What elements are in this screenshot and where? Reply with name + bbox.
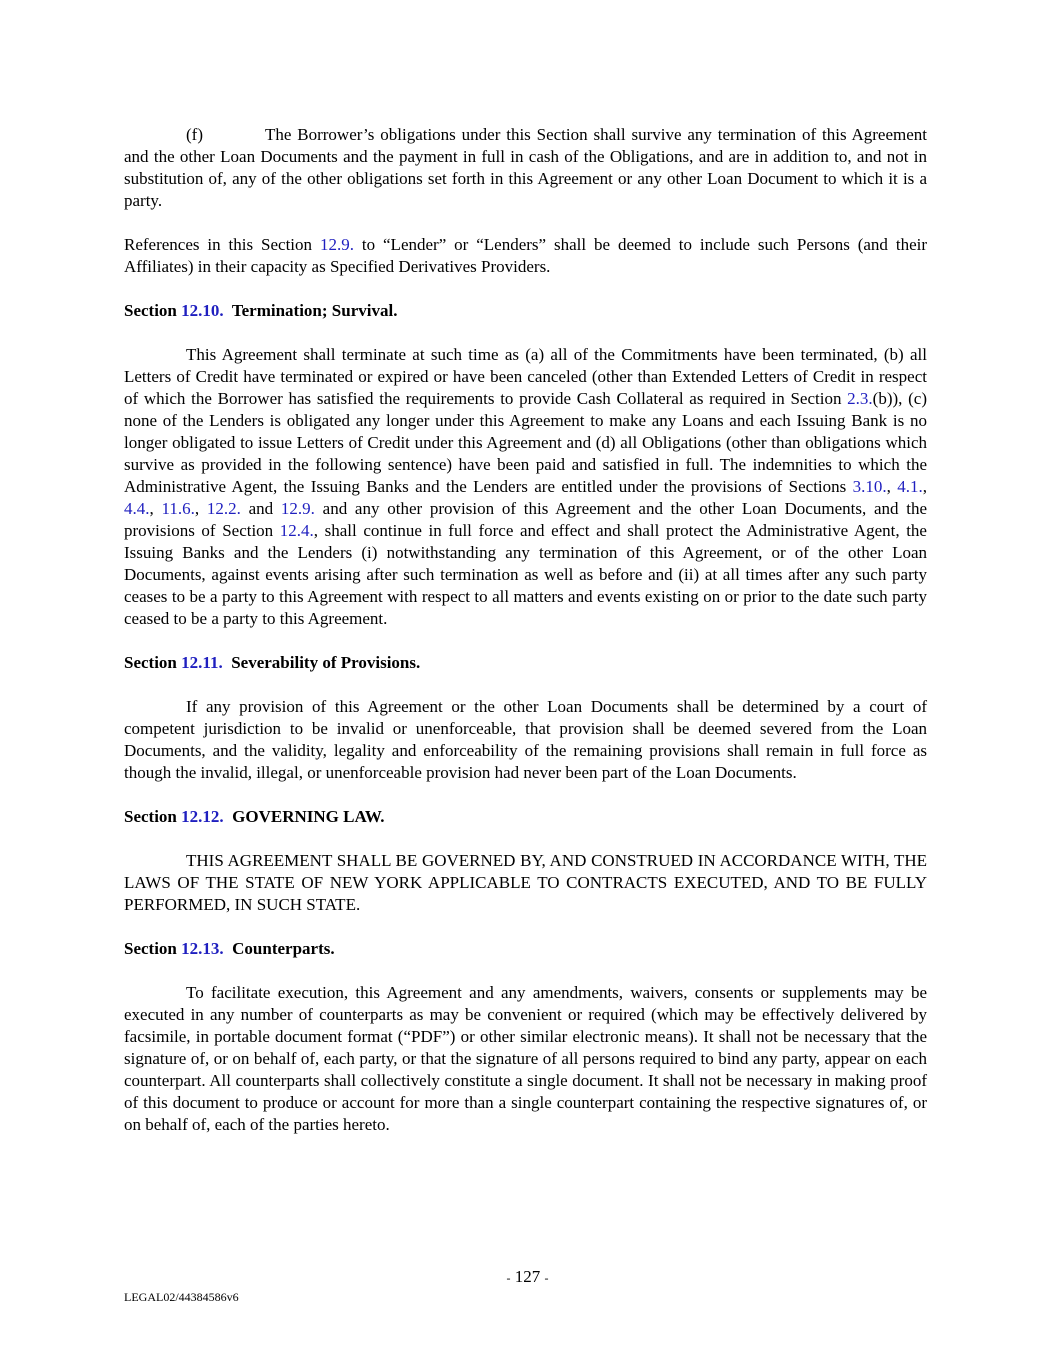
section-12-12-body: THIS AGREEMENT SHALL BE GOVERNED BY, AND CONSTRUED IN ACCORDANCE WITH, THE LAWS OF THE STATE OF NEW YORK APPLICABLE TO CONTRACTS EXECUTED, AND TO BE FULLY PERFORMED, IN SUCH STATE. [124,851,927,914]
section-12-13-body: To facilitate execution, this Agreement and any amendments, waivers, consents or supplements may be executed in any number of counterparts as may be convenient or required (which may be effectively delivered by facsimile, in portable document format (“PDF”) or other similar electronic means). It shall not be necessary that the signature of, or on behalf of, each party, or that the signature of all persons required to bind any party, appear on each counterpart. All counterparts shall collectively constitute a single document. It shall not be necessary in making proof of this document to produce or account for more than a single counterpart containing the respective signatures of, or on behalf of, each of the parties hereto. [124,983,927,1134]
section-12-11-body: If any provision of this Agreement or the other Loan Documents shall be determined by a court of competent jurisdiction to be invalid or unenforceable, that provision shall be deemed severed from the Loan Documents, and the validity, legality and enforceability of the remaining provisions shall remain in full force as though the invalid, illegal, or unenforceable provision had never been part of the Loan Documents. [124,697,927,782]
references-text-post: to “Lender” or “Lenders” shall be deemed to include such Persons (and their Affiliates) in their capacity as Specified Derivatives Providers. [124,235,928,276]
section-word: Section [124,807,177,826]
body-text: This Agreement shall terminate at such time as (a) all of the Commitments have been terminated, (b) all Letters of Credit have terminated or expired or have been canceled (other than Extended Letters of Credit in respect of which the Borrower has satisfied the requirements to provide Cash Collateral as required in Section [124,345,927,408]
body-text: , shall continue in full force and effect and shall protect the Administrative Agent, the Issuing Banks and the Lenders (i) notwithstanding any termination of this Agreement, or of the other Loan Documents, against events arising after such termination as well as before and (ii) at all times after any such party ceases to be a party to this Agreement with respect to all matters and events existing on or prior to the date such party ceased to be a party to this Agreement. [124,521,927,628]
document-body [124,124,927,1136]
separator: , [194,499,207,518]
section-word: Section [124,301,177,320]
references-paragraph [124,234,927,278]
paragraph-f [124,124,927,212]
section-heading-12-11 [124,652,927,674]
separator: , [922,477,928,496]
section-number-link[interactable]: 12.13. [181,939,224,958]
paragraph-f-text: The Borrower’s obligations under this Section shall survive any termination of this Agreement and the other Loan Documents and the payment in full in cash of the Obligations, and are in addition to, and not in substitution of, any of the other obligations set forth in this Agreement or any other Loan Document to which it is a party. [124,125,927,210]
page-number-dash: - [506,1271,511,1285]
section-ref-link[interactable]: 12.2. [206,499,241,518]
section-heading-12-13 [124,938,927,960]
section-heading-12-10 [124,300,927,322]
section-title: GOVERNING LAW. [232,807,385,826]
section-12-10-body [124,344,927,630]
page-number-dash: - [544,1271,549,1285]
section-number-link[interactable]: 12.11. [181,653,223,672]
references-text-pre: References in this Section [124,235,320,254]
section-title: Severability of Provisions. [231,653,421,672]
page-number-value: 127 [514,1267,541,1286]
document-id: LEGAL02/44384586v6 [124,1290,239,1304]
paragraph-f-label: (f) [186,125,203,144]
section-title: Termination; Survival. [231,301,398,320]
section-ref-link[interactable]: 2.3. [847,389,873,408]
section-ref-link[interactable]: 12.9. [280,499,315,518]
body-text: and any other provision of this Agreement and the other Loan Documents, and the provisions of Section [124,499,928,540]
section-title: Counterparts. [232,939,335,958]
section-number-link[interactable]: 12.10. [181,301,224,320]
section-ref-link[interactable]: 4.4. [124,499,150,518]
section-heading-12-12 [124,806,927,828]
section-ref-link[interactable]: 12.4. [279,521,314,540]
separator: and [240,499,281,518]
separator: , [886,477,898,496]
body-text: (b)), (c) none of the Lenders is obligated any longer under this Agreement to make any Loans and each Issuing Bank is no longer obligated to issue Letters of Credit under this Agreement and (d) all Obligations (other than obligations which survive as provided in the following sentence) have been paid and satisfied in full. The indemnities to which the Administrative Agent, the Issuing Banks and the Lenders are entitled under the provisions of Sections [124,389,927,496]
section-number-link[interactable]: 12.12. [181,807,224,826]
section-word: Section [124,653,177,672]
section-ref-link[interactable]: 11.6. [161,499,195,518]
section-word: Section [124,939,177,958]
page-number [0,1267,1055,1287]
section-ref-link[interactable]: 3.10. [852,477,887,496]
section-ref-link[interactable]: 12.9. [319,235,354,254]
section-ref-link[interactable]: 4.1. [897,477,923,496]
separator: , [149,499,162,518]
